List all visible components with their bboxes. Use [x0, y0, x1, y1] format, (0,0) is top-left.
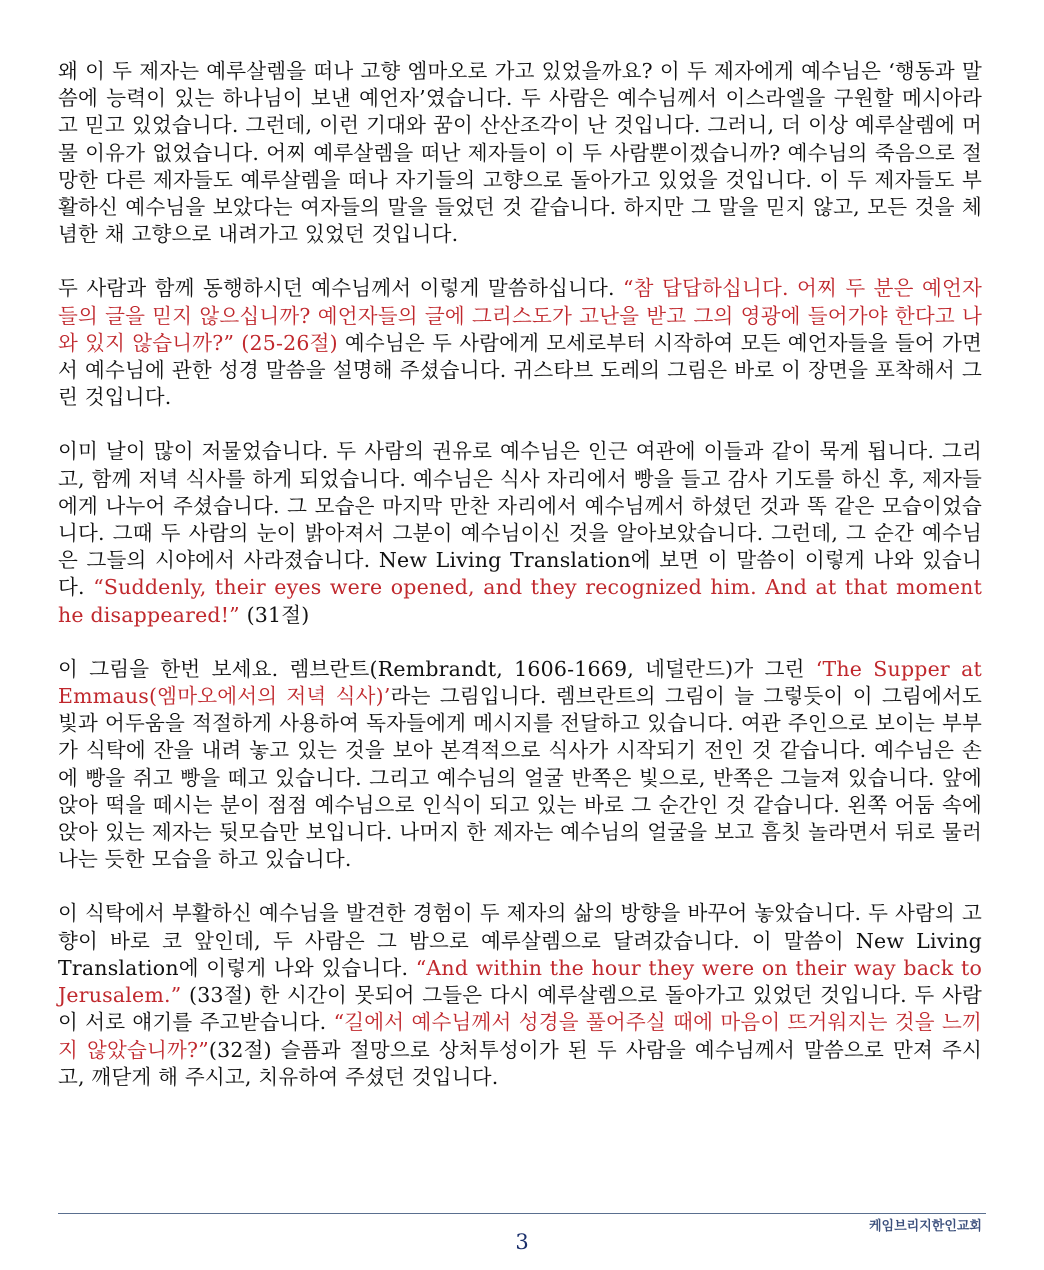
paragraph-4-text-a: 이 그림을 한번 보세요. 렘브란트(Rembrandt, 1606-1669, 네덜란드)가 그린 — [58, 656, 816, 681]
paragraph-3-text-a: 이미 날이 많이 저물었습니다. 두 사람의 권유로 예수님은 인근 여관에 이들과 같이 묵게 됩니다. 그리고, 함께 저녁 식사를 하게 되었습니다. 예수님은 식사 자리에서 빵을 들고 감사 기도를 하신 후, 제자들에게 나누어 주셨습니다. 그 모습은 마지막 만찬 자리에서 예수님께서 하셨던 것과 똑 같은 모습이었습니다. 그때 두 사람의 눈이 밝아져서 그분이 예수님이신 것을 알아보았습니다. 그런데, 그 순간 예수님은 그들의 시야에서 사라졌습니다. New Living Translation에 보면 이 말씀이 이렇게 나와 있습니다. — [58, 439, 982, 600]
paragraph-1-text: 왜 이 두 제자는 예루살렘을 떠나 고향 엠마오로 가고 있었을까요? 이 두 제자에게 예수님은 ‘행동과 말씀에 능력이 있는 하나님이 보낸 예언자’였습니다. 두 사람은 예수님께서 이스라엘을 구원할 메시아라고 믿고 있었습니다. 그런데, 이런 기대와 꿈이 산산조각이 난 것입니다. 그러니, 더 이상 예루살렘에 머물 이유가 없었습니다. 어찌 예루살렘을 떠난 제자들이 이 두 사람뿐이겠습니까? 예수님의 죽음으로 절망한 다른 제자들도 예루살렘을 떠나 자기들의 고향으로 돌아가고 있었을 것입니다. 이 두 제자들도 부활하신 예수님을 보았다는 여자들의 말을 들었던 것 같습니다. 하지만 그 말을 믿지 않고, 모든 것을 체념한 채 고향으로 내려가고 있었던 것입니다. — [58, 59, 982, 247]
document-body — [58, 58, 982, 1118]
scripture-quote-31: “Suddenly, their eyes were opened, and they recognized him. And at that moment he disappeared!” — [58, 575, 983, 627]
painting-title: ‘The Supper at Emmaus(엠마오에서의 저녁 식사)’ — [58, 656, 982, 709]
paragraph-4-text-b: 라는 그림입니다. 렘브란트의 그림이 늘 그렇듯이 이 그림에서도 빛과 어두움을 적절하게 사용하여 독자들에게 메시지를 전달하고 있습니다. 여관 주인으로 보이는 부부가 식탁에 잔을 내려 놓고 있는 것을 보아 본격적으로 식사가 시작되기 전인 것 같습니다. 예수님은 손에 빵을 쥐고 빵을 떼고 있습니다. 그리고 예수님의 얼굴 반쪽은 빛으로, 반쪽은 그늘져 있습니다. 앞에 앉아 떡을 떼시는 분이 점점 예수님으로 인식이 되고 있는 바로 그 순간인 것 같습니다. 왼쪽 어둠 속에 앉아 있는 제자는 뒷모습만 보입니다. 나머지 한 제자는 예수님의 얼굴을 보고 흠칫 놀라면서 뒤로 물러나는 듯한 모습을 하고 있습니다. — [58, 684, 982, 872]
scripture-quote-25-26: “참 답답하십니다. 어찌 두 분은 예언자들의 글을 믿지 않으십니까? 예언자들의 글에 그리스도가 고난을 받고 그의 영광에 들어가야 한다고 나와 있지 않습니까?” (25-26절) — [58, 276, 982, 355]
paragraph-2 — [58, 275, 982, 411]
paragraph-5-text-b: (33절) 한 시간이 못되어 그들은 다시 예루살렘으로 돌아가고 있었던 것입니다. 두 사람이 서로 얘기를 주고받습니다. — [58, 983, 982, 1035]
paragraph-4 — [58, 656, 982, 874]
church-name: 케임브리지한인교회 — [868, 1219, 982, 1234]
footer-divider — [58, 1213, 986, 1214]
paragraph-5-text-a: 이 식탁에서 부활하신 예수님을 발견한 경험이 두 제자의 삶의 방향을 바꾸어 놓았습니다. 두 사람의 고향이 바로 코 앞인데, 두 사람은 그 밤으로 예루살렘으로 달려갔습니다. 이 말씀이 New Living Translation에 이렇게 나와 있습니다. — [58, 901, 982, 980]
paragraph-3-text-b: (31절) — [239, 602, 310, 627]
scripture-quote-33: “And within the hour they were on their way back to Jerusalem.” — [58, 955, 982, 1008]
paragraph-3 — [58, 438, 982, 628]
paragraph-5 — [58, 900, 982, 1090]
paragraph-2-text-b: 예수님은 두 사람에게 모세로부터 시작하여 모든 예언자들을 들어 가면서 예수님에 관한 성경 말씀을 설명해 주셨습니다. 귀스타브 도레의 그림은 바로 이 장면을 포착해서 그린 것입니다. — [58, 330, 982, 410]
paragraph-2-text-a: 두 사람과 함께 동행하시던 예수님께서 이렇게 말씀하십니다. — [58, 276, 623, 301]
paragraph-5-text-c: (32절) 슬픔과 절망으로 상처투성이가 된 두 사람을 예수님께서 말씀으로 만져 주시고, 깨닫게 해 주시고, 치유하여 주셨던 것입니다. — [58, 1037, 982, 1089]
page-number: 3 — [515, 1230, 529, 1254]
paragraph-1 — [58, 58, 982, 248]
scripture-quote-32: “길에서 예수님께서 성경을 풀어주실 때에 마음이 뜨거워지는 것을 느끼지 않았습니까?” — [58, 1010, 982, 1062]
